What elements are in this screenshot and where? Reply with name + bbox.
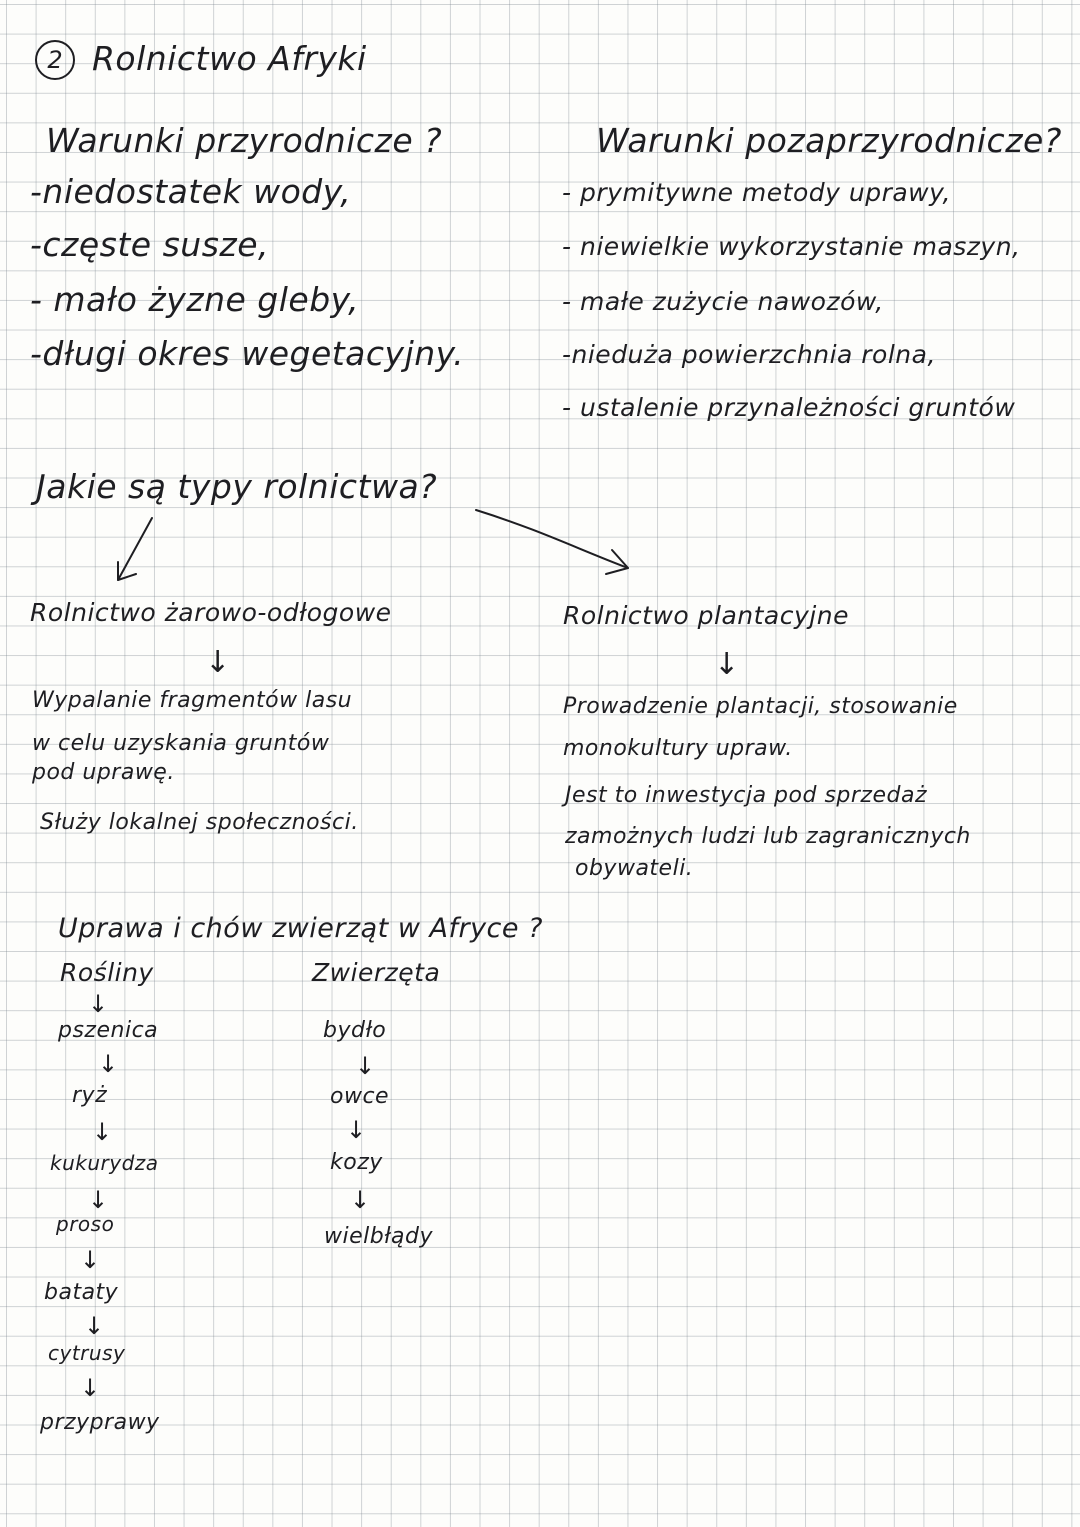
farming-types-question: Jakie są typy rolnictwa?: [36, 467, 438, 506]
description-line: Wypalanie fragmentów lasu: [32, 688, 353, 713]
description-line: monokultury upraw.: [563, 736, 793, 761]
description-line: zamożnych ludzi lub zagranicznych: [565, 824, 971, 849]
list-item: - niewielkie wykorzystanie maszyn,: [562, 232, 1021, 261]
arrow-right-head: [606, 550, 628, 574]
arrow-down-icon: ↓: [205, 645, 231, 680]
list-item: wielbłądy: [324, 1224, 433, 1249]
arrow-down-icon: ↓: [84, 1312, 105, 1340]
arrow-right-line: [476, 510, 628, 568]
list-item: - mało żyzne gleby,: [30, 280, 360, 319]
list-item: -nieduża powierzchnia rolna,: [562, 340, 936, 369]
description-line: Prowadzenie plantacji, stosowanie: [563, 694, 958, 719]
arrow-down-icon: ↓: [88, 1186, 109, 1214]
crops-animals-heading: Uprawa i chów zwierząt w Afryce ?: [58, 913, 543, 944]
animals-heading: Zwierzęta: [312, 958, 441, 987]
arrow-down-icon: ↓: [80, 1246, 101, 1274]
page-title: Rolnictwo Afryki: [92, 39, 367, 78]
arrow-left-line: [118, 518, 152, 580]
arrow-down-icon: ↓: [714, 647, 740, 682]
list-item: proso: [56, 1212, 115, 1236]
list-item: - prymitywne metody uprawy,: [562, 178, 951, 207]
arrow-down-icon: ↓: [98, 1050, 119, 1078]
list-item: kozy: [330, 1150, 383, 1175]
arrow-down-icon: ↓: [346, 1116, 367, 1144]
section-number-circle: 2: [35, 40, 75, 80]
description-line: obywateli.: [575, 856, 694, 881]
plantation-title: Rolnictwo plantacyjne: [563, 601, 849, 630]
arrow-down-icon: ↓: [350, 1186, 371, 1214]
list-item: bataty: [44, 1280, 119, 1305]
list-item: - małe zużycie nawozów,: [562, 287, 884, 316]
list-item: cytrusy: [48, 1341, 126, 1365]
list-item: - ustalenie przynależności gruntów: [562, 393, 1016, 422]
arrow-down-icon: ↓: [92, 1118, 113, 1146]
description-line: w celu uzyskania gruntów: [32, 731, 330, 756]
arrow-down-icon: ↓: [80, 1374, 101, 1402]
arrow-down-icon: ↓: [88, 990, 109, 1018]
natural-conditions-heading: Warunki przyrodnicze ?: [46, 121, 443, 160]
list-item: przyprawy: [40, 1410, 160, 1435]
list-item: owce: [330, 1084, 390, 1109]
list-item: -długi okres wegetacyjny.: [30, 334, 465, 373]
description-line: pod uprawę.: [32, 760, 175, 785]
list-item: pszenica: [58, 1018, 159, 1043]
plants-heading: Rośliny: [60, 958, 154, 987]
description-line: Jest to inwestycja pod sprzedaż: [565, 783, 927, 808]
non-natural-conditions-heading: Warunki pozaprzyrodnicze?: [596, 121, 1062, 160]
list-item: ryż: [72, 1083, 108, 1108]
arrow-down-icon: ↓: [355, 1052, 376, 1080]
slash-and-burn-title: Rolnictwo żarowo-odłogowe: [30, 598, 392, 627]
list-item: -częste susze,: [30, 225, 270, 264]
list-item: -niedostatek wody,: [30, 172, 352, 211]
description-line: Służy lokalnej społeczności.: [40, 810, 359, 835]
list-item: bydło: [323, 1018, 387, 1043]
list-item: kukurydza: [50, 1151, 159, 1175]
